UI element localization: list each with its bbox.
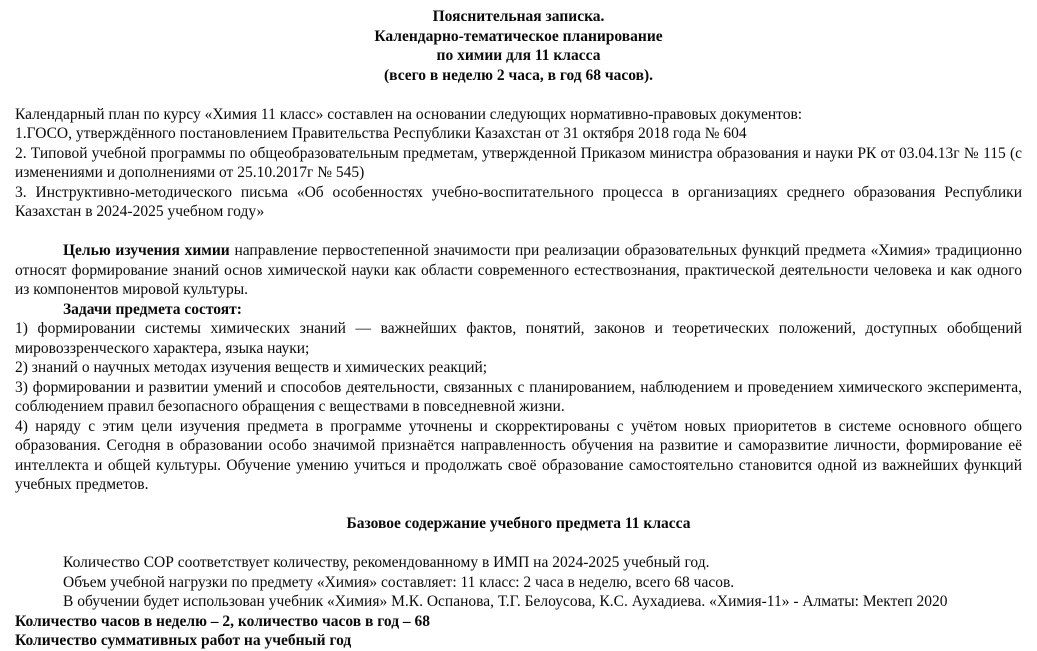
title-line-1: Пояснительная записка. [432,8,605,25]
normative-item-1: 1.ГОСО, утверждённого постановлением Правительства Республики Казахстан от 31 октября 2018 года № 604 [15,125,747,142]
spacer [15,85,1022,105]
task-item-2: 2) знаний о научных методах изучения веществ и химических реакций; [15,359,488,376]
spacer [15,495,1022,515]
title-line-2: Календарно-тематическое планирование [374,27,663,45]
title-line-4: (всего в неделю 2 часа, в год 68 часов). [383,66,654,84]
hours-summary-line: Количество часов в неделю – 2, количество часов в год – 68 [15,612,431,630]
summary-line-2: Объем учебной нагрузки по предмету «Химия» составляет: 11 класс: 2 часа в неделю, всего 68 часов. [63,573,735,591]
task-item-3: 3) формировании и развитии умений и способов деятельности, связанных с планированием, наблюдением и проведением химического эксперимента, соблюдением правил безопасного обращения с веществами в повседневной жизни. [15,378,1022,415]
normative-item-2: 2. Типовой учебной программы по общеобразовательным предметам, утвержденной Приказом министра образования и науки РК от 03.04.13г № 115 (с изменениями и дополнениями от 25.10.2017г № 545) [15,144,1022,181]
section-heading: Базовое содержание учебного предмета 11 класса [346,515,691,532]
goal-rest-text: направление первостепенной значимости при реализации образовательных функций предмета «Химия» традиционно относят формирование знаний основ химической науки как области современного естествознания, практической деятельности человека и как одного из компонентов мировой культуры. [15,242,1022,298]
tasks-heading: Задачи предмета состоят: [63,300,242,318]
title-line-3: по химии для 11 класса [436,47,601,64]
goal-lead-bold: Целью изучения химии [63,242,230,259]
task-item-1: 1) формировании системы химических знаний — важнейших фактов, понятий, законов и теоретических положений, доступных обобщений мировоззренческого характера, языка науки; [15,320,1022,357]
spacer [15,534,1022,554]
normative-item-3: 3. Инструктивно-методического письма «Об особенностях учебно-воспитательного процесса в организациях среднего образования Республики Казахстан в 2024-2025 учебном году» [15,183,1022,220]
intro-lead-paragraph: Календарный план по курсу «Химия 11 класс» составлен на основании следующих нормативно-правовых документов: [15,105,803,123]
document-title-block [15,7,1022,85]
spacer [15,222,1022,242]
summative-works-line: Количество суммативных работ на учебный год [15,632,352,649]
summary-line-3: В обучении будет использован учебник «Химия» М.К. Оспанова, Т.Г. Белоусова, К.С. Аухадиева. «Химия-11» - Алматы: Мектеп 2020 [63,593,948,610]
goal-paragraph [15,241,1022,300]
summary-line-1: Количество СОР соответствует количеству, рекомендованному в ИМП на 2024-2025 учебный год. [63,554,710,571]
task-item-4: 4) наряду с этим цели изучения предмета в программе уточнены и скорректированы с учётом новых приоритетов в системе основного общего образования. Сегодня в образовании особо значимой признаётся направленность обучения на развитие и саморазвитие личности, формирование её интеллекта и общей культуры. Обучение умению учиться и продолжать своё образование самостоятельно становится одной из важнейших функций учебных предметов. [15,417,1022,493]
